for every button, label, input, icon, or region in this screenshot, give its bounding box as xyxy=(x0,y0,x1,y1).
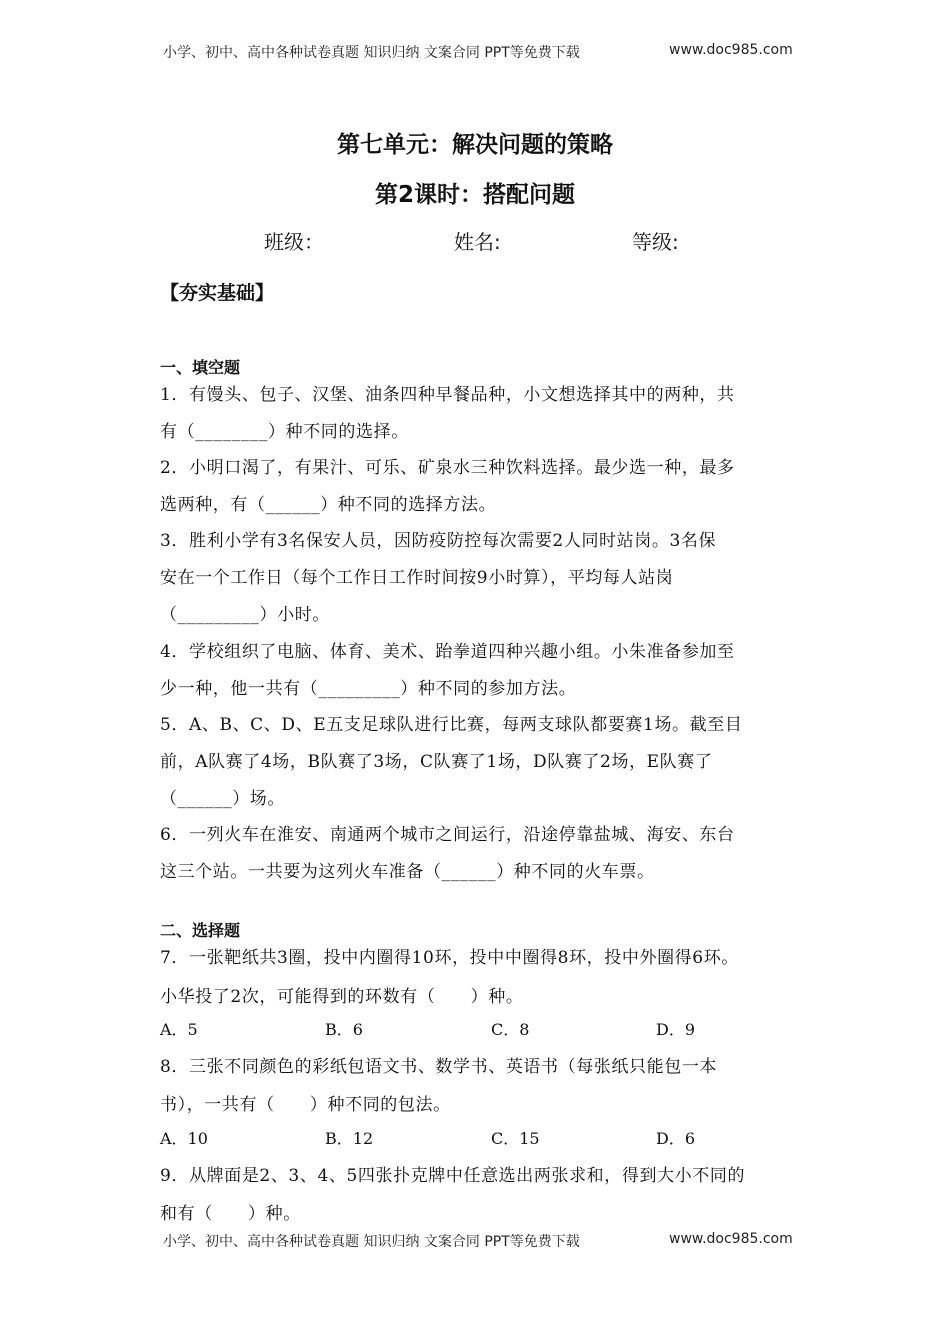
question-7-option-d[interactable]: D．9 xyxy=(656,1020,696,1039)
name-label: 姓名: xyxy=(454,230,501,254)
question-1-line-1: 1．有馒头、包子、汉堡、油条四种早餐品种，小文想选择其中的两种，共 xyxy=(160,385,735,405)
footer-banner-url[interactable]: www.doc985.com xyxy=(669,1231,793,1247)
question-3-line-2: 安在一个工作日（每个工作日工作时间按9小时算），平均每人站岗 xyxy=(160,568,674,588)
question-8-option-b[interactable]: B．12 xyxy=(325,1129,374,1148)
question-7-option-c[interactable]: C．8 xyxy=(491,1020,530,1039)
question-8-option-a[interactable]: A．10 xyxy=(160,1129,208,1148)
question-8-line-2: 书），一共有（ ）种不同的包法。 xyxy=(160,1095,451,1115)
question-3-line-3: （_________）小时。 xyxy=(160,605,330,625)
question-8-option-d[interactable]: D．6 xyxy=(656,1129,696,1148)
question-3-line-1: 3．胜利小学有3名保安人员，因防疫防控每次需要2人同时站岗。3名保 xyxy=(160,531,717,551)
question-7-option-a[interactable]: A．5 xyxy=(160,1020,198,1039)
document-title: 第七单元：解决问题的策略 xyxy=(337,132,613,158)
question-1-line-2: 有（________）种不同的选择。 xyxy=(160,422,409,442)
section-fill-heading: 一、填空题 xyxy=(160,358,241,377)
footer-banner-text: 小学、初中、高中各种试卷真题 知识归纳 文案合同 PPT等免费下载 xyxy=(163,1234,580,1250)
class-label: 班级： xyxy=(264,230,324,254)
question-4-line-2: 少一种，他一共有（_________）种不同的参加方法。 xyxy=(160,679,577,699)
question-6-line-1: 6．一列火车在淮安、南通两个城市之间运行，沿途停靠盐城、海安、东台 xyxy=(160,825,735,845)
header-banner xyxy=(0,42,950,62)
footer-banner xyxy=(0,1231,950,1251)
question-5-line-3: （______）场。 xyxy=(160,789,285,809)
document-subtitle: 第2课时：搭配问题 xyxy=(374,182,575,208)
question-5-line-1: 5．A、B、C、D、E五支足球队进行比赛，每两支球队都要赛1场。截至目 xyxy=(160,715,743,735)
question-7-option-b[interactable]: B．6 xyxy=(325,1020,363,1039)
grade-label: 等级: xyxy=(632,230,679,254)
question-8-option-c[interactable]: C．15 xyxy=(491,1129,540,1148)
question-4-line-1: 4．学校组织了电脑、体育、美术、跆拳道四种兴趣小组。小朱准备参加至 xyxy=(160,642,735,662)
question-7-line-1: 7．一张靶纸共3圈，投中内圈得10环，投中中圈得8环，投中外圈得6环。 xyxy=(160,948,739,968)
section-choice-heading: 二、选择题 xyxy=(160,921,241,940)
question-6-line-2: 这三个站。一共要为这列火车准备（______）种不同的火车票。 xyxy=(160,862,655,882)
header-banner-text: 小学、初中、高中各种试卷真题 知识归纳 文案合同 PPT等免费下载 xyxy=(163,45,580,61)
question-7-line-2: 小华投了2次，可能得到的环数有（ ）种。 xyxy=(160,987,524,1007)
question-2-line-1: 2．小明口渴了，有果汁、可乐、矿泉水三种饮料选择。最少选一种，最多 xyxy=(160,458,735,478)
block-title: 【夯实基础】 xyxy=(160,282,275,304)
question-9-line-1: 9．从牌面是2、3、4、5四张扑克牌中任意选出两张求和，得到大小不同的 xyxy=(160,1166,746,1186)
question-9-line-2: 和有（ ）种。 xyxy=(160,1204,301,1224)
question-5-line-2: 前，A队赛了4场，B队赛了3场，C队赛了1场，D队赛了2场，E队赛了 xyxy=(160,752,713,772)
header-banner-url[interactable]: www.doc985.com xyxy=(669,42,793,58)
question-2-line-2: 选两种，有（______）种不同的选择方法。 xyxy=(160,495,497,515)
question-8-line-1: 8．三张不同颜色的彩纸包语文书、数学书、英语书（每张纸只能包一本 xyxy=(160,1057,718,1077)
